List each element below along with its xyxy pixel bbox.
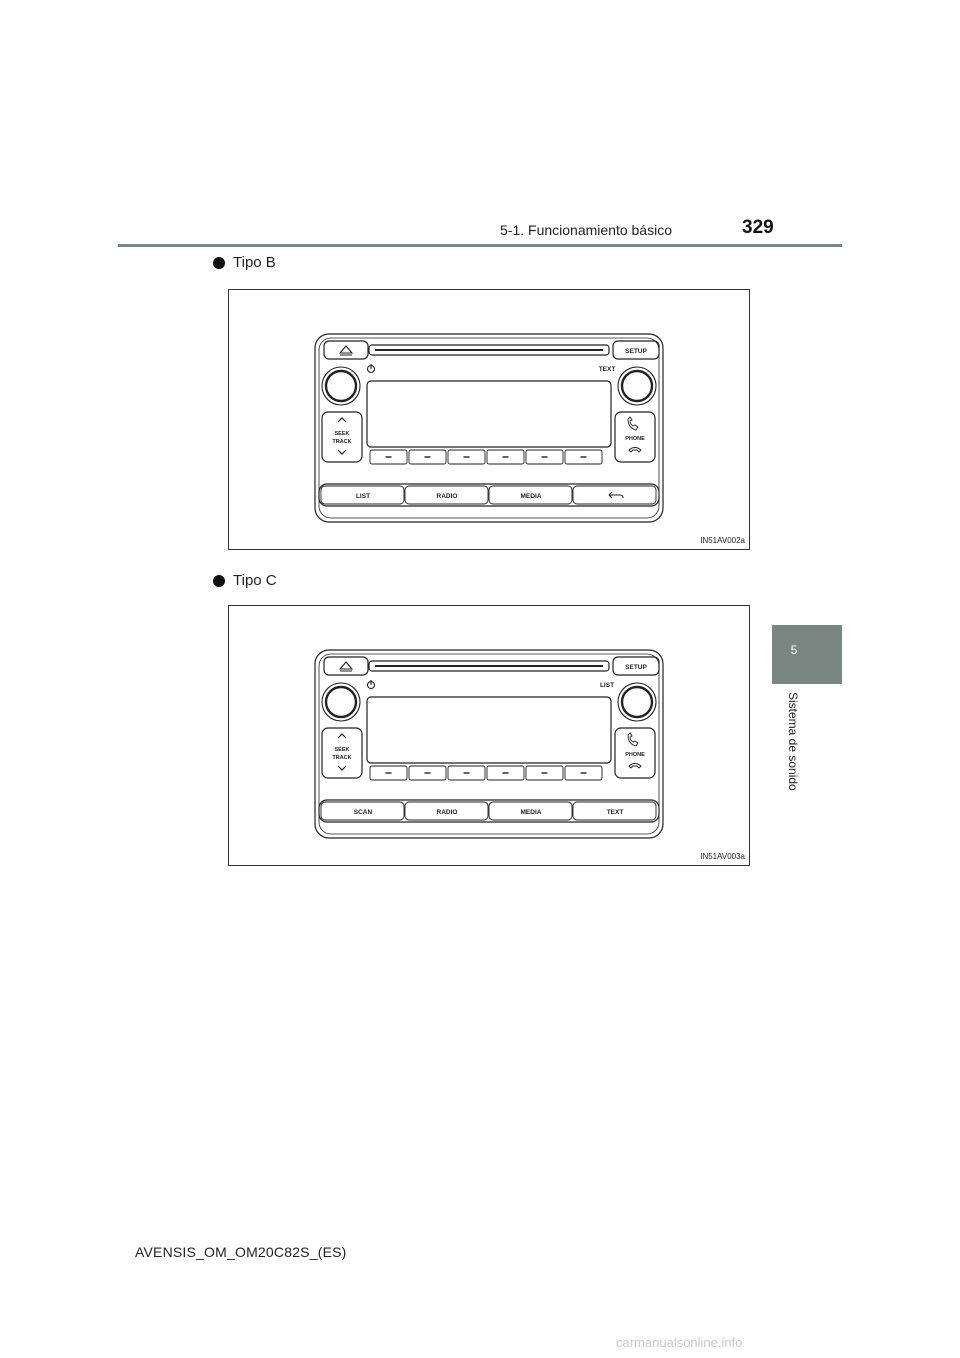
tune-knob-ring (622, 687, 652, 717)
eject-icon (340, 346, 352, 355)
display-screen (367, 381, 611, 447)
header-divider (118, 244, 842, 247)
page-number: 329 (742, 217, 774, 238)
bullet-icon (213, 257, 225, 269)
setup-label: SETUP (625, 348, 647, 355)
figure-b-frame (228, 289, 750, 550)
chapter-tab (772, 625, 842, 684)
volume-knob (322, 367, 360, 405)
top-right-label: TEXT (598, 366, 616, 373)
figure-c-code: IN51AV003a (700, 852, 745, 861)
track-label: TRACK (332, 439, 352, 445)
phone-label: PHONE (625, 436, 645, 442)
phone-pickup-icon (628, 417, 638, 430)
back-arrow-icon (609, 492, 623, 498)
figure-b-radio-illustration (229, 290, 749, 549)
top-right-label: LIST (599, 682, 615, 689)
figure-c-radio-illustration (229, 606, 749, 865)
bottom-button-label: TEXT (606, 809, 624, 816)
seek-label: SEEK (334, 747, 350, 753)
seek-down-icon (338, 766, 346, 770)
eject-button (324, 341, 368, 359)
tune-knob (618, 683, 656, 721)
volume-knob-ring (326, 371, 356, 401)
figure-c-label: Tipo C (233, 572, 277, 589)
bottom-button-label: MEDIA (520, 493, 542, 500)
seek-up-icon (338, 418, 346, 422)
display-screen (367, 697, 611, 763)
tune-knob-ring (622, 371, 652, 401)
figure-b-code: IN51AV002a (700, 536, 745, 545)
tune-knob (618, 367, 656, 405)
figure-b-heading (213, 254, 276, 271)
manual-id: AVENSIS_OM_OM20C82S_(ES) (135, 1244, 347, 1260)
watermark: carmanualsonline.info (616, 1335, 743, 1350)
seek-down-icon (338, 450, 346, 454)
volume-knob-ring (326, 687, 356, 717)
phone-pickup-icon (628, 733, 638, 746)
bullet-icon (213, 575, 225, 587)
phone-hangup-icon (629, 764, 641, 769)
bottom-button-label: RADIO (436, 493, 458, 500)
figure-b-label: Tipo B (233, 254, 276, 271)
figure-c-frame (228, 605, 750, 866)
eject-button (324, 657, 368, 675)
seek-label: SEEK (334, 431, 350, 437)
bottom-button-label: LIST (355, 493, 371, 500)
bottom-button-label: RADIO (436, 809, 458, 816)
section-title: 5-1. Funcionamiento básico (500, 222, 672, 238)
figure-c-heading (213, 572, 277, 589)
phone-hangup-icon (629, 448, 641, 453)
track-label: TRACK (332, 755, 352, 761)
chapter-number: 5 (790, 643, 798, 657)
bottom-button-label: MEDIA (520, 809, 542, 816)
eject-icon (340, 662, 352, 671)
chapter-title: Sistema de sonido (786, 692, 800, 791)
volume-knob (322, 683, 360, 721)
phone-label: PHONE (625, 752, 645, 758)
bottom-button-label: SCAN (353, 809, 373, 816)
setup-label: SETUP (625, 664, 647, 671)
seek-up-icon (338, 734, 346, 738)
